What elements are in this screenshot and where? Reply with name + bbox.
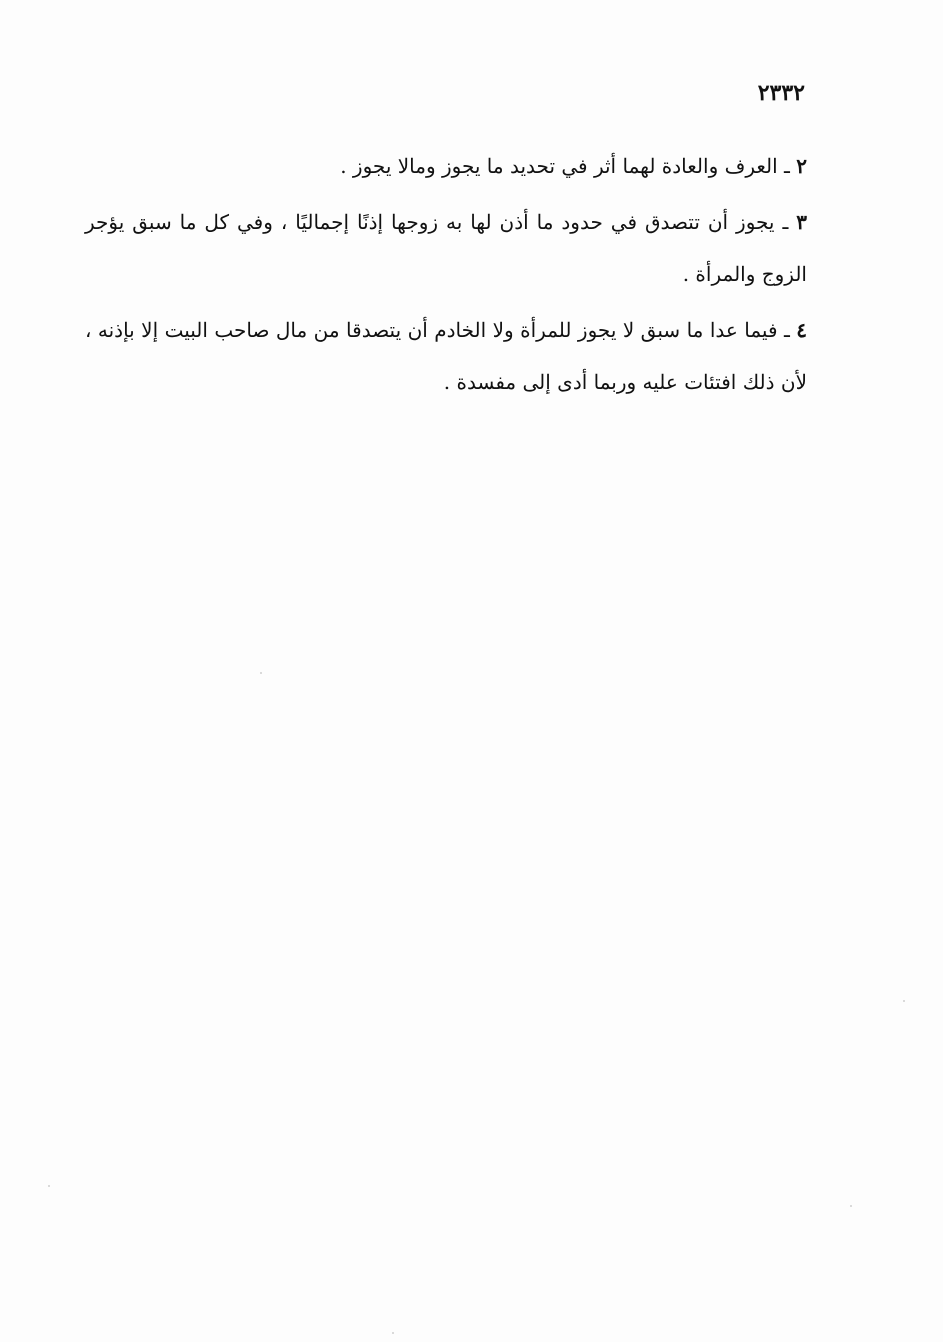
paragraph-text: العرف والعادة لهما أثر في تحديد ما يجوز ومالا يجوز . (340, 154, 778, 178)
scan-speck (260, 672, 262, 674)
paragraph-2 (85, 140, 807, 192)
paragraph-number: ٣ (796, 210, 807, 234)
paragraph-separator: ـ (777, 154, 797, 178)
document-body (85, 140, 807, 412)
scan-speck (903, 1000, 905, 1002)
paragraph-number: ٤ (796, 318, 807, 342)
paragraph-separator: ـ (777, 318, 797, 342)
scan-speck (48, 1185, 50, 1187)
page-number: ٢٣٣٢ (757, 80, 805, 106)
paragraph-text: يجوز أن تتصدق في حدود ما أذن لها به زوجها إذنًا إجماليًا ، وفي كل ما سبق يؤجر الزوج والمرأة . (85, 210, 807, 286)
paragraph-separator: ـ (774, 210, 797, 234)
paragraph-text: فيما عدا ما سبق لا يجوز للمرأة ولا الخادم أن يتصدقا من مال صاحب البيت إلا بإذنه ، لأن ذلك افتئات عليه وربما أدى إلى مفسدة . (85, 318, 807, 394)
scan-speck (850, 1205, 852, 1207)
paragraph-number: ٢ (796, 154, 807, 178)
paragraph-3 (85, 196, 807, 300)
scan-speck (392, 1332, 394, 1334)
paragraph-4 (85, 304, 807, 408)
